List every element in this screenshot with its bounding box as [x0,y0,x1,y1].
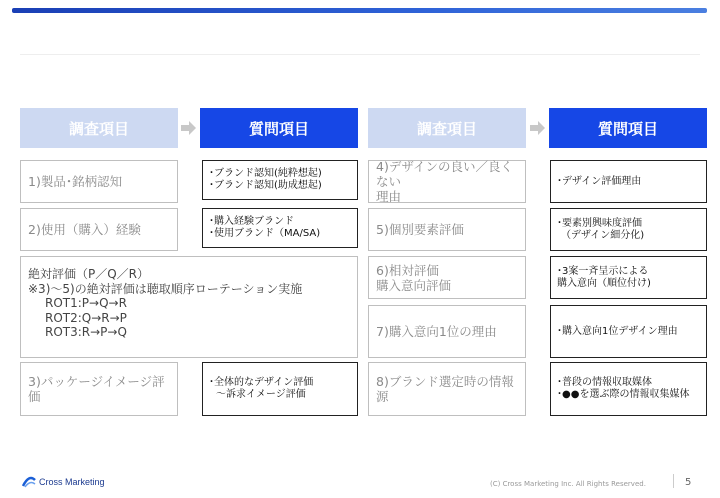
item-label: 理由 [376,189,402,204]
question-element-interest [550,208,707,251]
header-questions-right: 質問項目 [549,108,707,148]
logo-text: Cross Marketing [39,477,105,487]
question-line: ･3案一斉呈示による [557,265,649,277]
question-line: ･ブランド認知(助成想起) [209,180,322,191]
abs-eval-note: ※3)～5)の絶対評価は聴取順序ローテーション実施 [28,281,303,296]
survey-item-relative-evaluation [368,256,526,299]
question-line: ･普段の情報収取媒体 [557,377,652,388]
item-label: 3)パッケージイメージ評価 [28,374,165,404]
question-line: ･デザイン評価理由 [557,175,642,187]
header-survey-items-left: 調査項目 [20,108,178,148]
question-info-media [550,362,707,416]
question-usage-experience [202,208,358,248]
item-label: 6)相対評価 [376,262,439,278]
item-label: 1)製品･銘柄認知 [28,174,123,189]
survey-item-package-image [20,362,178,416]
survey-item-usage-experience [20,208,178,251]
rotation-2: ROT2:Q→R→P [45,310,127,325]
question-line: 購入意向（順位付け) [557,277,651,289]
page-divider [673,474,674,488]
item-label: 購入意向評価 [376,277,452,293]
page-number: 5 [685,477,692,488]
survey-item-purchase-reason [368,305,526,358]
question-line: ･要素別興味度評価 [557,217,642,229]
item-label: 2)使用（購入）経験 [28,222,141,237]
company-logo [22,476,105,488]
question-top-design-reason [550,305,707,358]
question-line: ･ブランド認知(純粋想起) [209,168,322,179]
survey-item-individual-elements [368,208,526,251]
question-line: ･全体的なデザイン評価 [209,377,314,388]
arrow-right-icon [181,120,197,136]
survey-item-brand-awareness [20,160,178,203]
abs-eval-title: 絶対評価（P／Q／R） [28,267,150,281]
question-purchase-intent-ranking [550,256,707,299]
question-line: （デザイン細分化) [561,229,645,241]
logo-mark-icon [22,476,36,488]
question-brand-awareness [202,160,358,200]
copyright-text: (C) Cross Marketing Inc. All Rights Reserved. [490,480,646,488]
survey-item-info-source [368,362,526,416]
item-label: 7)購入意向1位の理由 [376,324,497,339]
question-line: ･使用ブランド（MA/SA) [209,228,321,239]
question-line: ･購入経験ブランド [209,216,294,227]
item-label: 4)デザインの良い／良くない [376,159,513,189]
divider [20,54,700,55]
header-questions-left: 質問項目 [200,108,358,148]
item-label: 8)ブランド選定時の情報源 [376,374,514,404]
header-survey-items-right: 調査項目 [368,108,526,148]
absolute-evaluation-box [20,256,358,358]
item-label: 5)個別要素評価 [376,222,464,237]
arrow-right-icon [530,120,546,136]
top-accent-bar [12,8,707,13]
question-package-image [202,362,358,416]
rotation-3: ROT3:R→P→Q [45,325,127,339]
survey-item-design-reason [368,160,526,203]
question-line: ･購入意向1位デザイン理由 [557,325,678,337]
question-line: ･●●を選ぶ際の情報収集媒体 [557,389,690,400]
question-design-reason [550,160,707,203]
question-line: ～訴求イメージ評価 [216,389,306,400]
rotation-1: ROT1:P→Q→R [45,296,127,310]
